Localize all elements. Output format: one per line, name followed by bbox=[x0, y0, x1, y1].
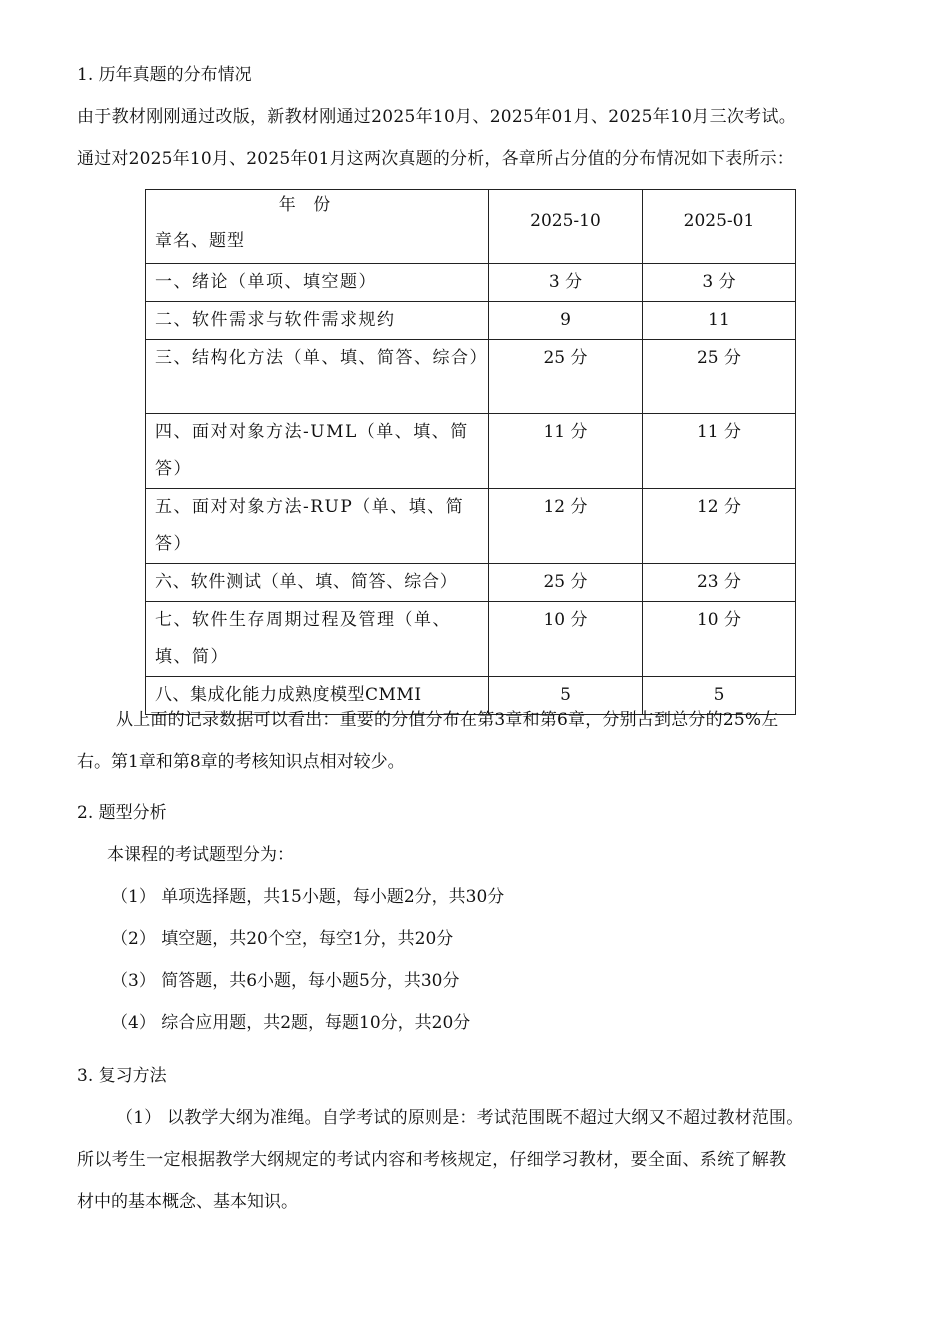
score-distribution-table bbox=[145, 189, 796, 715]
row-value-2025-10: 5 bbox=[489, 677, 643, 715]
table-row bbox=[146, 414, 796, 489]
row-chapter-name: 二、软件需求与软件需求规约 bbox=[146, 302, 489, 340]
table-row bbox=[146, 489, 796, 564]
table-row bbox=[146, 602, 796, 677]
row-value-2025-10: 25 分 bbox=[489, 340, 643, 414]
table-row bbox=[146, 340, 796, 414]
row-value-2025-01: 3 分 bbox=[643, 264, 796, 302]
section3-line-2: 所以考生一定根据教学大纲规定的考试内容和考核规定，仔细学习教材，要全面、系统了解教 bbox=[77, 1150, 787, 1170]
section3-line-1: （1） 以教学大纲为准绳。自学考试的原则是：考试范围既不超过大纲又不超过教材范围。 bbox=[116, 1108, 804, 1128]
row-chapter-name: 八、集成化能力成熟度模型CMMI bbox=[146, 677, 489, 715]
row-value-2025-10: 12 分 bbox=[489, 489, 643, 564]
row-value-2025-01: 11 bbox=[643, 302, 796, 340]
question-type-item: （1） 单项选择题，共15小题，每小题2分，共30分 bbox=[111, 887, 505, 907]
question-type-item: （4） 综合应用题，共2题，每题10分，共20分 bbox=[111, 1013, 471, 1033]
row-chapter-name: 三、结构化方法（单、填、简答、综合） bbox=[146, 340, 489, 414]
row-value-2025-01: 12 分 bbox=[643, 489, 796, 564]
table-row bbox=[146, 302, 796, 340]
question-type-item: （3） 简答题，共6小题，每小题5分，共30分 bbox=[111, 971, 460, 991]
row-value-2025-01: 5 bbox=[643, 677, 796, 715]
row-chapter-name: 五、面对对象方法-RUP（单、填、简答） bbox=[146, 489, 489, 564]
section2-intro: 本课程的考试题型分为： bbox=[107, 845, 294, 865]
summary-line-2: 右。第1章和第8章的考核知识点相对较少。 bbox=[77, 752, 405, 772]
header-col-2025-01: 2025-01 bbox=[643, 190, 796, 264]
header-chapter-label: 章名、题型 bbox=[155, 231, 245, 251]
row-value-2025-10: 10 分 bbox=[489, 602, 643, 677]
row-value-2025-10: 3 分 bbox=[489, 264, 643, 302]
section2-heading: 2. 题型分析 bbox=[77, 803, 167, 823]
table-header-corner bbox=[146, 190, 489, 264]
row-value-2025-01: 10 分 bbox=[643, 602, 796, 677]
table-row bbox=[146, 564, 796, 602]
section3-heading: 3. 复习方法 bbox=[77, 1066, 167, 1086]
table-header-row bbox=[146, 190, 796, 264]
row-value-2025-01: 11 分 bbox=[643, 414, 796, 489]
row-chapter-name: 六、软件测试（单、填、简答、综合） bbox=[146, 564, 489, 602]
row-value-2025-01: 25 分 bbox=[643, 340, 796, 414]
table-row bbox=[146, 264, 796, 302]
header-col-2025-10: 2025-10 bbox=[489, 190, 643, 264]
section1-heading: 1. 历年真题的分布情况 bbox=[77, 65, 252, 85]
section1-para2: 通过对2025年10月、2025年01月这两次真题的分析，各章所占分值的分布情况如下表所示： bbox=[77, 149, 794, 169]
row-chapter-name: 一、绪论（单项、填空题） bbox=[146, 264, 489, 302]
row-value-2025-01: 23 分 bbox=[643, 564, 796, 602]
section1-para1: 由于教材刚刚通过改版，新教材刚通过2025年10月、2025年01月、2025年10月三次考试。 bbox=[77, 107, 797, 127]
question-type-item: （2） 填空题，共20个空，每空1分，共20分 bbox=[111, 929, 454, 949]
section3-line-3: 材中的基本概念、基本知识。 bbox=[77, 1192, 298, 1212]
header-year-label: 年 份 bbox=[278, 195, 337, 215]
row-value-2025-10: 11 分 bbox=[489, 414, 643, 489]
row-chapter-name: 四、面对对象方法-UML（单、填、简答） bbox=[146, 414, 489, 489]
row-value-2025-10: 25 分 bbox=[489, 564, 643, 602]
row-value-2025-10: 9 bbox=[489, 302, 643, 340]
summary-line-1: 从上面的记录数据可以看出：重要的分值分布在第3章和第6章，分别占到总分的25%左 bbox=[116, 710, 779, 730]
row-chapter-name: 七、软件生存周期过程及管理（单、填、简） bbox=[146, 602, 489, 677]
